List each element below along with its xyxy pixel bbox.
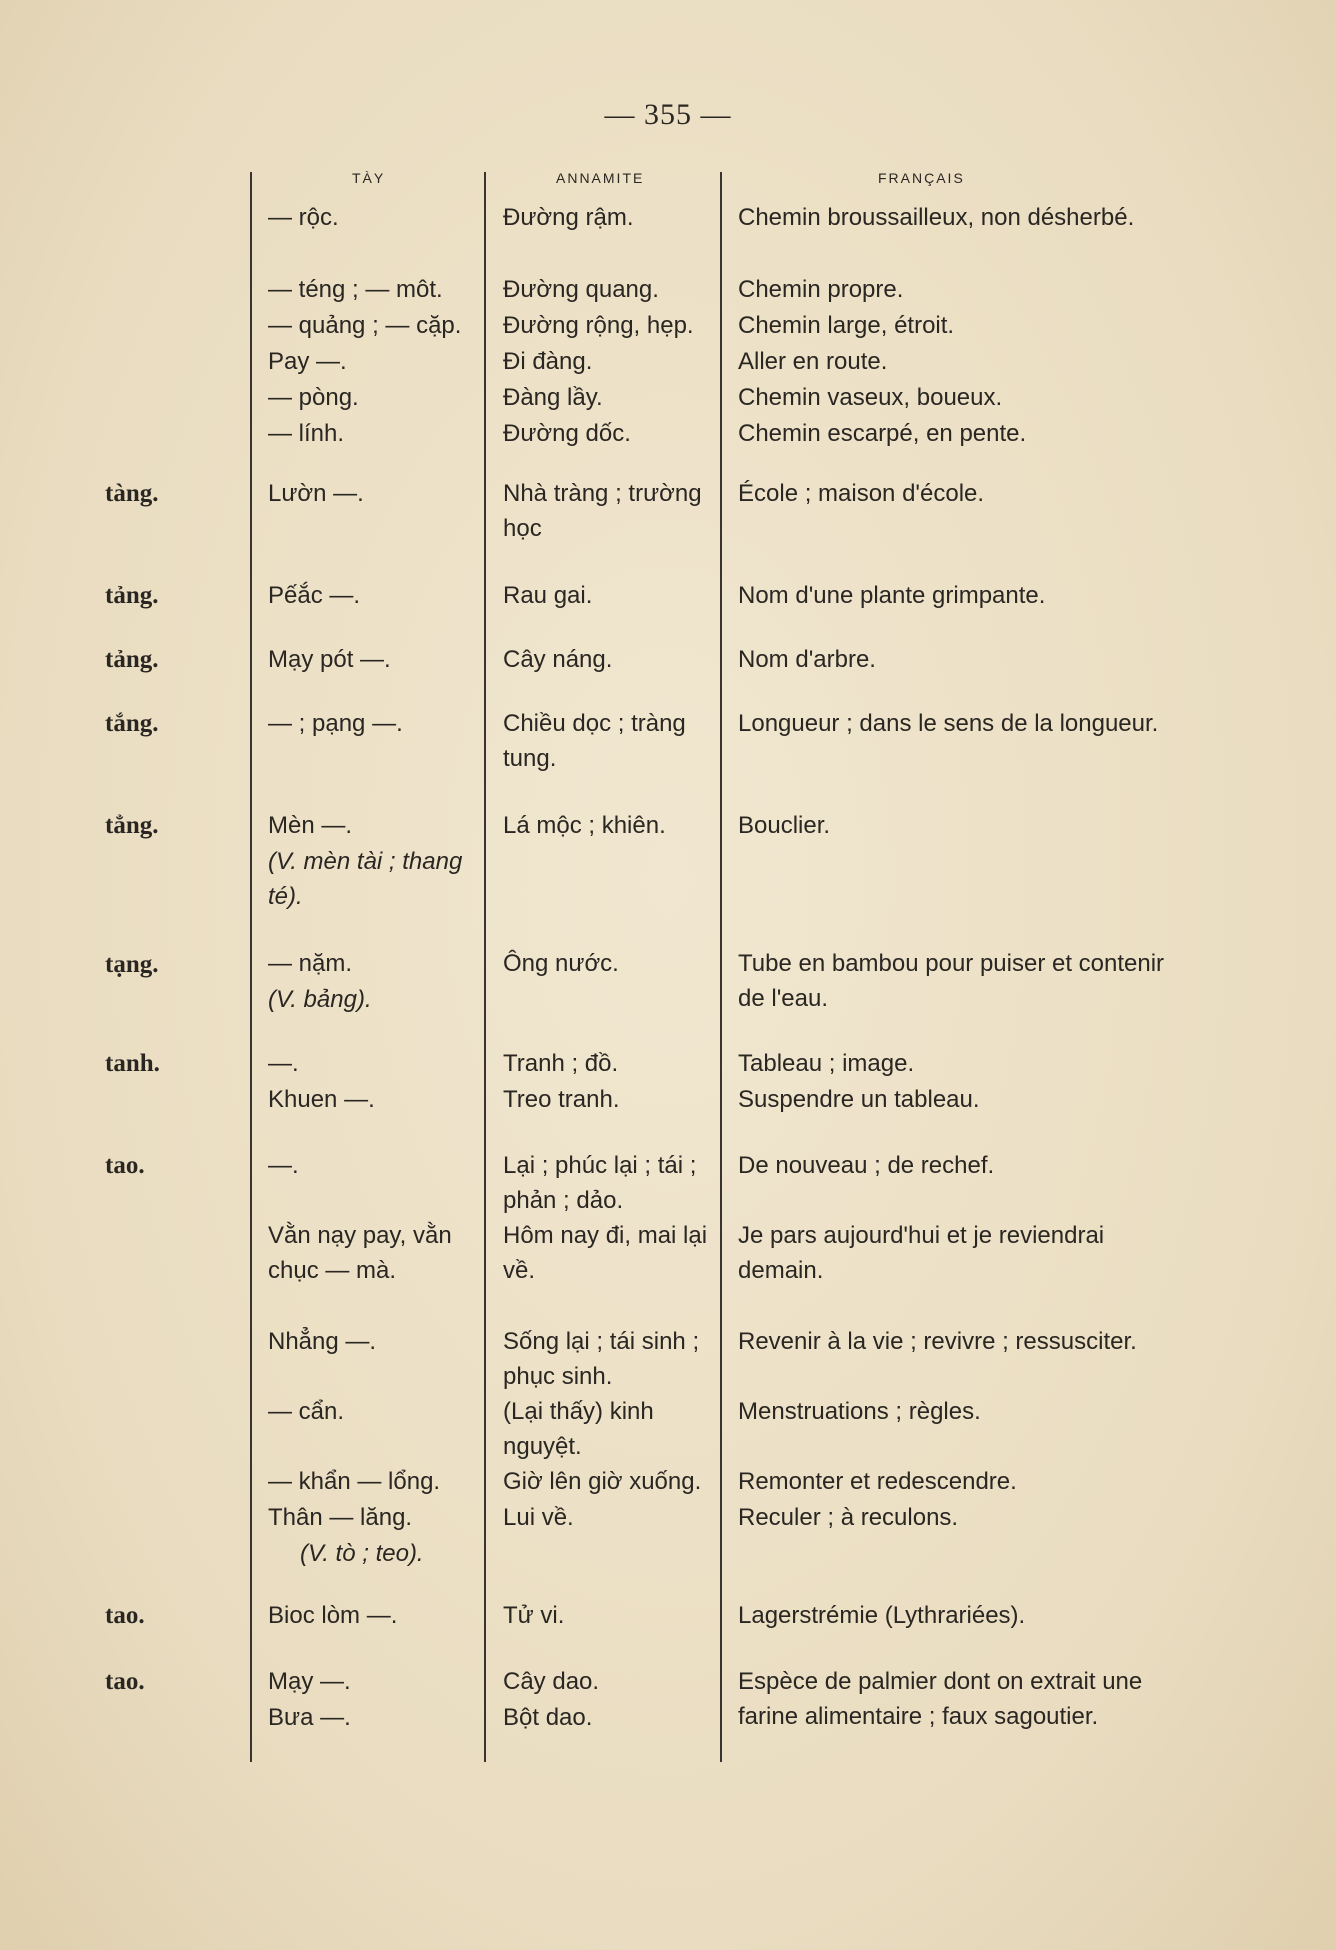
annamite-text: Ông nước. [503,950,619,977]
header-tay: TÀY [352,170,386,186]
francais-text: Tube en bambou pour puiser et contenir de l'eau. [738,950,1165,1012]
headword: tảng. [105,582,159,609]
tay-text: — lính. [268,420,345,447]
header-francais: FRANÇAIS [878,170,965,186]
francais-text: Bouclier. [738,812,831,839]
page-number: — 355 — [604,98,732,131]
francais-text: Remonter et redescendre. [738,1468,1017,1495]
annamite-text: Lại ; phúc lại ; tái ; phản ; dảo. [503,1152,697,1214]
tay-text: — quảng ; — cặp. [268,312,462,339]
annamite-text: Đường quang. [503,276,659,303]
headword: tạng. [105,951,159,978]
francais-text: Suspendre un tableau. [738,1086,980,1113]
tay-text: Vằn nạy pay, vằn chục — mà. [268,1222,452,1284]
tay-text: — cẩn. [268,1398,345,1425]
francais-text: Je pars aujourd'hui et je reviendrai demain. [738,1222,1105,1284]
francais-text: Chemin escarpé, en pente. [738,420,1027,447]
tay-text: Mạy —. [268,1668,351,1695]
tay-text: —. [268,1152,299,1179]
francais-text: Chemin broussailleux, non désherbé. [738,204,1135,231]
headword: tao. [105,1668,145,1695]
tay-text: Pay —. [268,348,347,375]
tay-note: (V. mèn tài ; thang té). [268,848,463,910]
column-rule-left [250,172,252,1762]
annamite-text: Cây dao. [503,1668,600,1695]
tay-note: (V. bảng). [268,986,372,1013]
francais-text: Nom d'une plante grimpante. [738,582,1046,609]
headword: tanh. [105,1050,160,1077]
headword: tảng. [105,646,159,673]
tay-note: (V. tò ; teo). [300,1540,424,1567]
headword: tàng. [105,480,159,507]
tay-text: Mèn —. [268,812,353,839]
annamite-text: Cây náng. [503,646,613,673]
annamite-text: Tử vi. [503,1602,565,1629]
francais-text: Chemin vaseux, boueux. [738,384,1003,411]
tay-text: Mạy pót —. [268,646,391,673]
tay-text: — khẩn — lổng. [268,1468,441,1495]
francais-text: Nom d'arbre. [738,646,876,673]
francais-text: Menstruations ; règles. [738,1398,981,1425]
headword: tao. [105,1602,145,1629]
tay-text: Khuen —. [268,1086,375,1113]
annamite-text: Tranh ; đồ. [503,1050,619,1077]
francais-text: Espèce de palmier dont on extrait une farine alimentaire ; faux sagoutier. [738,1668,1143,1730]
annamite-text: Đường rộng, hẹp. [503,312,694,339]
francais-text: École ; maison d'école. [738,480,985,507]
annamite-text: Rau gai. [503,582,593,609]
annamite-text: (Lại thấy) kinh nguyệt. [503,1398,654,1460]
annamite-text: Chiều dọc ; tràng tung. [503,710,686,772]
tay-text: — nặm. [268,950,353,977]
tay-text: — téng ; — môt. [268,276,443,303]
annamite-text: Đi đàng. [503,348,593,375]
francais-text: Chemin large, étroit. [738,312,955,339]
tay-text: Pếắc —. [268,582,361,609]
tay-text: — ; pạng —. [268,710,403,737]
tay-text: Bưa —. [268,1704,351,1731]
annamite-text: Lá mộc ; khiên. [503,812,666,839]
tay-text: — pòng. [268,384,359,411]
tay-text: Lườn —. [268,480,364,507]
tay-text: — rộc. [268,204,339,231]
annamite-text: Nhà tràng ; trường học [503,480,702,542]
annamite-text: Đường rậm. [503,204,634,231]
francais-text: Reculer ; à reculons. [738,1504,959,1531]
francais-text: Aller en route. [738,348,888,375]
annamite-text: Bột dao. [503,1704,593,1731]
francais-text: De nouveau ; de rechef. [738,1152,995,1179]
headword: tẳng. [105,812,159,839]
header-annamite: ANNAMITE [556,170,645,186]
annamite-text: Đàng lầy. [503,384,603,411]
francais-text: Lagerstrémie (Lythrariées). [738,1602,1026,1629]
annamite-text: Giờ lên giờ xuống. [503,1468,702,1495]
headword: tắng. [105,710,159,737]
francais-text: Revenir à la vie ; revivre ; ressusciter. [738,1328,1137,1355]
francais-text: Tableau ; image. [738,1050,915,1077]
tay-text: Bioc lòm —. [268,1602,398,1629]
tay-text: Nhẳng —. [268,1328,377,1355]
tay-text: —. [268,1050,299,1077]
annamite-text: Đường dốc. [503,420,631,447]
annamite-text: Hôm nay đi, mai lại về. [503,1222,708,1284]
headword: tao. [105,1152,145,1179]
francais-text: Chemin propre. [738,276,904,303]
tay-text: Thân — lăng. [268,1504,413,1531]
francais-text: Longueur ; dans le sens de la longueur. [738,710,1159,737]
annamite-text: Sống lại ; tái sinh ; phục sinh. [503,1328,700,1390]
annamite-text: Lui về. [503,1504,574,1531]
annamite-text: Treo tranh. [503,1086,620,1113]
